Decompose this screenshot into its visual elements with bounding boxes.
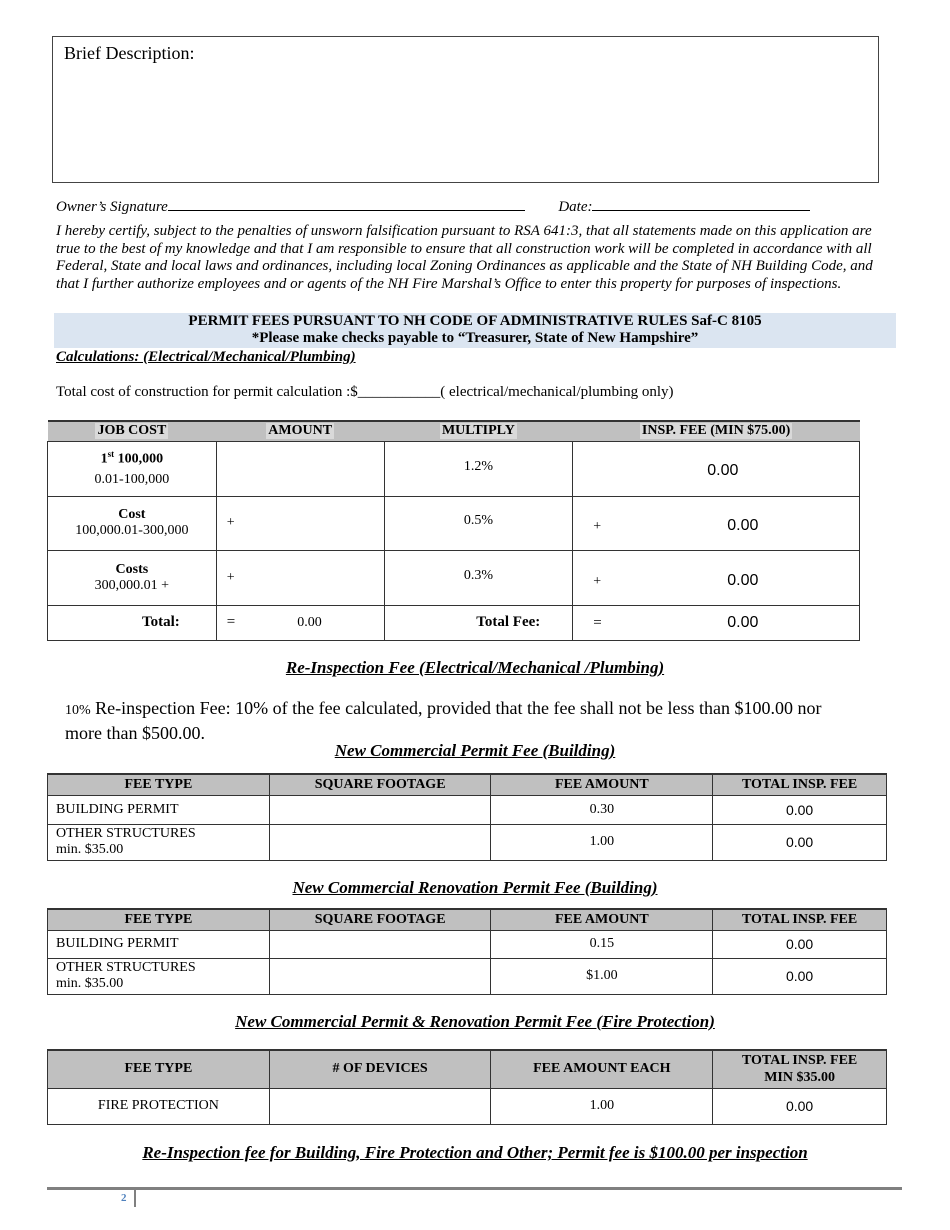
reinspection-title: Re-Inspection Fee (Electrical/Mechanical /Plumbing): [285, 658, 665, 677]
amount-input[interactable]: [216, 441, 384, 496]
building-header-row: [48, 774, 887, 795]
certification-text: I hereby certify, subject to the penalties of unsworn falsification pursuant to RSA 641:3, that all statements made on this application are true to the best of my knowledge and that I am responsible to ensure that all construction work will be completed in accordance with all Federal, State and local laws and ordinances, including local Zoning Ordinances as applicable and the State of NH Building Code, and that I further authorize employees and or agents of the NH Fire Marshal’s Office to enter this property for purposes of inspections.: [56, 223, 873, 292]
fee-amount-cell: 0.15: [491, 930, 713, 958]
fire-protection-title: New Commercial Permit & Renovation Permit Fee (Fire Protection): [235, 1012, 715, 1031]
insp-fee-header: INSP. FEE (MIN $75.00): [573, 421, 860, 441]
fee-amount-header: FEE AMOUNT: [491, 909, 713, 930]
devices-header: # OF DEVICES: [269, 1050, 491, 1088]
square-footage-input[interactable]: [269, 930, 491, 958]
multiply-value: 0.5%: [384, 496, 573, 550]
permit-fees-banner: [54, 313, 896, 348]
total-fee-cell: 0.00: [713, 795, 887, 824]
table-row: [48, 824, 887, 860]
devices-input[interactable]: [269, 1088, 491, 1124]
total-fee-cell: 0.00: [713, 824, 887, 860]
owner-signature-label: Owner’s Signature: [56, 199, 168, 215]
brief-description-label: Brief Description:: [64, 43, 195, 63]
fee-type-cell: BUILDING PERMIT: [48, 930, 270, 958]
table-row: [48, 550, 860, 605]
fee-amount-cell: 0.30: [491, 795, 713, 824]
total-fee-cell: 0.00: [713, 930, 887, 958]
amount-header: AMOUNT: [216, 421, 384, 441]
job-cost-cell: Cost 100,000.01-300,000: [48, 496, 217, 550]
square-footage-input[interactable]: [269, 824, 491, 860]
fee-type-cell: OTHER STRUCTURES min. $35.00: [48, 958, 270, 994]
page-number: 2: [121, 1192, 127, 1204]
fee-type-header: FEE TYPE: [48, 774, 270, 795]
job-cost-table: [47, 420, 860, 641]
date-field[interactable]: [592, 197, 810, 211]
signature-row: [56, 197, 856, 216]
job-cost-header: JOB COST: [48, 421, 217, 441]
building-title: New Commercial Permit Fee (Building): [334, 741, 616, 760]
fee-type-cell: OTHER STRUCTURES min. $35.00: [48, 824, 270, 860]
table-row: [48, 1088, 887, 1124]
square-footage-input[interactable]: [269, 795, 491, 824]
total-cost-field[interactable]: ___________: [357, 384, 441, 400]
fee-type-header: FEE TYPE: [48, 1050, 270, 1088]
total-fee-cell: 0.00: [713, 1088, 887, 1124]
total-amount-cell: = 0.00: [216, 605, 384, 640]
insp-fee-cell: + 0.00: [573, 550, 860, 605]
fee-amount-cell: $1.00: [491, 958, 713, 994]
date-label: Date:: [558, 199, 593, 215]
total-fee-cell: = 0.00: [573, 605, 860, 640]
fee-type-header: FEE TYPE: [48, 909, 270, 930]
square-footage-header: SQUARE FOOTAGE: [269, 774, 491, 795]
multiply-value: 1.2%: [384, 441, 573, 496]
square-footage-input[interactable]: [269, 958, 491, 994]
table-row: [48, 496, 860, 550]
total-fee-label: Total Fee:: [384, 605, 573, 640]
calculations-heading: Calculations: (Electrical/Mechanical/Plumbing): [56, 349, 356, 365]
total-cost-line: [56, 384, 674, 401]
fee-amount-header: FEE AMOUNT: [491, 774, 713, 795]
total-label: Total:: [48, 605, 217, 640]
table-row: [48, 930, 887, 958]
renovation-fee-table: [47, 908, 887, 995]
insp-fee-cell: 0.00: [573, 441, 860, 496]
renovation-header-row: [48, 909, 887, 930]
fire-protection-fee-table: [47, 1049, 887, 1125]
page-number-divider: [134, 1190, 136, 1207]
banner-line-1: PERMIT FEES PURSUANT TO NH CODE OF ADMINISTRATIVE RULES Saf-C 8105: [188, 313, 762, 329]
fee-amount-each-header: FEE AMOUNT EACH: [491, 1050, 713, 1088]
table-row: [48, 441, 860, 496]
owner-signature-field[interactable]: [168, 197, 525, 211]
insp-fee-cell: + 0.00: [573, 496, 860, 550]
building-fee-table: [47, 773, 887, 861]
fee-amount-cell: 1.00: [491, 1088, 713, 1124]
amount-input[interactable]: +: [216, 550, 384, 605]
table-row: [48, 958, 887, 994]
footer-divider: [47, 1187, 902, 1190]
table-row: [48, 795, 887, 824]
total-insp-fee-header: TOTAL INSP. FEE: [713, 909, 887, 930]
total-cost-prefix: Total cost of construction for permit calculation :$: [56, 384, 358, 400]
multiply-header: MULTIPLY: [384, 421, 573, 441]
reinspection-text: 10% Re-inspection Fee: 10% of the fee calculated, provided that the fee shall not be less than $100.00 nor more than $500.00.: [65, 698, 822, 743]
fire-header-row: [48, 1050, 887, 1088]
amount-input[interactable]: +: [216, 496, 384, 550]
square-footage-header: SQUARE FOOTAGE: [269, 909, 491, 930]
job-cost-cell: 1st 100,000 0.01-100,000: [48, 441, 217, 496]
brief-description-box[interactable]: [52, 36, 879, 183]
fee-type-cell: BUILDING PERMIT: [48, 795, 270, 824]
renovation-title: New Commercial Renovation Permit Fee (Building): [292, 878, 658, 897]
reinspection-building-note: Re-Inspection fee for Building, Fire Protection and Other; Permit fee is $100.00 per inspection: [142, 1143, 808, 1162]
job-cost-header-row: [48, 421, 860, 441]
total-cost-suffix: ( electrical/mechanical/plumbing only): [440, 384, 674, 400]
total-insp-fee-header: TOTAL INSP. FEE MIN $35.00: [713, 1050, 887, 1088]
total-row: [48, 605, 860, 640]
total-fee-cell: 0.00: [713, 958, 887, 994]
multiply-value: 0.3%: [384, 550, 573, 605]
total-insp-fee-header: TOTAL INSP. FEE: [713, 774, 887, 795]
fee-type-cell: FIRE PROTECTION: [48, 1088, 270, 1124]
fee-amount-cell: 1.00: [491, 824, 713, 860]
banner-line-2: *Please make checks payable to “Treasurer, State of New Hampshire”: [251, 330, 699, 346]
job-cost-cell: Costs 300,000.01 +: [48, 550, 217, 605]
